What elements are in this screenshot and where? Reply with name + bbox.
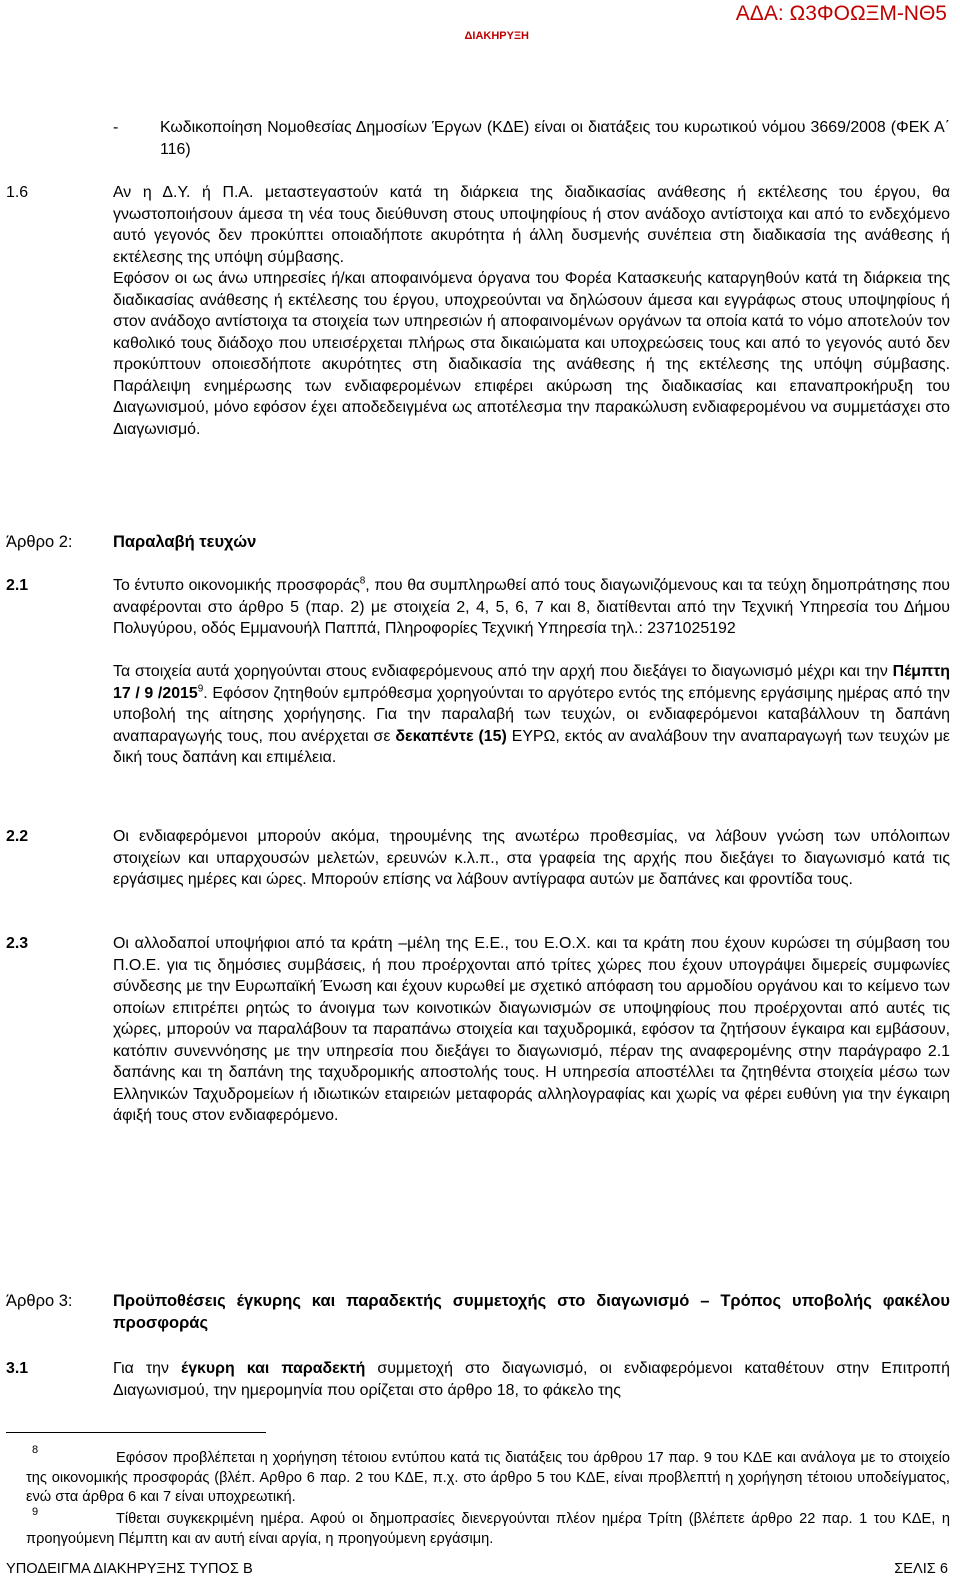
document-type-label: ΔΙΑΚΗΡΥΞΗ: [464, 30, 529, 42]
footnote-9-mark: 9: [32, 1506, 39, 1518]
footnote-ref-9: 9: [197, 683, 204, 695]
footer-left: ΥΠΟΔΕΙΓΜΑ ΔΙΑΚΗΡΥΞΗΣ ΤΥΠΟΣ Β: [6, 1561, 253, 1577]
section-2-1-paragraph-2: [113, 661, 950, 769]
bullet-text: Κωδικοποίηση Νομοθεσίας Δημοσίων Έργων (ΚΔΕ) είναι οι διατάξεις του κυρωτικού νόμου 3669/2008 (ΦΕΚ Α΄ 116): [160, 119, 950, 158]
section-2-1-text-d: . Εφόσον ζητηθούν εμπρόθεσμα χορηγούνται το αργότερο εντός της επόμενης εργάσιμης ημέρας από την υποβολή της αίτησης χορήγησης. Για την παραλαβή των τευχών, οι ενδιαφερόμενοι καταβάλλουν τη δαπάνη αναπαραγωγής τους, που ανέρχεται σε: [113, 684, 950, 745]
section-number-2-2: 2.2: [6, 828, 29, 845]
section-number-2-1: 2.1: [6, 577, 29, 594]
section-2-1-text-a: Το έντυπο οικονομικής προσφοράς: [113, 577, 360, 594]
footnote-8-text: Εφόσον προβλέπεται η χορήγηση τέτοιου εντύπου κατά τις διατάξεις του άρθρου 17 παρ. 9 του ΚΔΕ και ανάλογα με το στοιχείο της οικονομικής προσφοράς (βλέπ. Αρθρο 6 παρ. 2 του ΚΔΕ, π.χ. στο άρθρο 5 του ΚΔΕ, είναι προβλεπτή η χορήγηση τέτοιου υποδείγματος, ενώ στα άρθρα 6 και 7 είναι υποχρεωτική.: [26, 1450, 950, 1505]
section-2-3-paragraph: Οι αλλοδαποί υποψήφιοι από τα κράτη –μέλη της Ε.Ε., του Ε.Ο.Χ. και τα κράτη που έχουν κυρώσει τη σύμβαση του Π.Ο.Ε. για τις δημόσιες συμβάσεις, ή που προέρχονται από τρίτες χώρες που έχουν υπογράψει διμερείς συμφωνίες σύνδεσης με την Ευρωπαϊκή Ένωση και έχουν κυρωθεί με σχετικό απόφαση του αρμοδίου οργάνου και το κείμενο των οποίων επιτρέπει ρητώς το άνοιγμα των κοινοτικών διαγωνισμών σε υποψηφίους που προέρχονται από αυτές τις χώρες, μπορούν να παραλάβουν τα παραπάνω στοιχεία και ταχυδρομικά, εφόσον τα ζητήσουν έγκαιρα και εμβάσουν, κατόπιν συνεννόησης με την υπηρεσία που διεξάγει το διαγωνισμό, πέραν της αναφερομένης στην παράγραφο 2.1 δαπάνης και τη δαπάνη της ταχυδρομικής αποστολής τους. Η υπηρεσία αποστέλλει τα ζητηθέντα στοιχεία μέσω των Ελληνικών Ταχυδρομείων ή ιδιωτικών εταιρειών μεταφοράς αλληλογραφίας και χωρίς να φέρει ευθύνη για την έγκαιρη άφιξή τους στον ενδιαφερόμενο.: [113, 935, 950, 1124]
section-2-1-text-b: , που θα συμπληρωθεί από τους διαγωνιζόμενους και τα τεύχη δημοπράτησης που αναφέρονται στο άρθρο 5 (παρ. 2) με στοιχεία 2, 4, 5, 6, 7 και 8, διατίθενται από την Τεχνική Υπηρεσία του Δήμου Πολυγύρου, οδός Εμμανουήλ Παππά, Πληροφορίες Τεχνική Υπηρεσία τηλ.: 2371025192: [113, 577, 950, 637]
section-3-1-text-a: Για την: [113, 1360, 169, 1377]
section-3-1-bold: έγκυρη και παραδεκτή: [181, 1360, 366, 1377]
footnote-separator: [6, 1432, 266, 1433]
section-number-1-6: 1.6: [6, 184, 29, 201]
footnote-ref-8: 8: [359, 575, 366, 587]
article-3-title: Προϋποθέσεις έγκυρης και παραδεκτής συμμετοχής στο διαγωνισμό – Τρόπος υποβολής φακέλου προσφοράς: [113, 1292, 950, 1332]
fee-amount: δεκαπέντε (15): [395, 727, 507, 745]
bullet-dash: -: [113, 119, 119, 136]
footnote-8-mark: 8: [32, 1444, 39, 1456]
section-3-1-text-b: συμμετοχή στο διαγωνισμό, οι ενδιαφερόμενοι καταθέτουν στην Επιτροπή Διαγωνισμού, την ημερομηνία που ορίζεται στο άρθρο 18, το φάκελο της: [113, 1360, 950, 1399]
section-2-1-text-c: Τα στοιχεία αυτά χορηγούνται στους ενδιαφερόμενους από την αρχή που διεξάγει το διαγωνισμό μέχρι και την: [113, 663, 888, 680]
section-2-1-text-e: ΕΥΡΩ, εκτός αν αναλάβουν την αναπαραγωγή των τευχών με δική τους δαπάνη και επιμέλεια.: [113, 727, 951, 766]
footnote-9-text: Τίθεται συγκεκριμένη ημέρα. Αφού οι δημοπρασίες διενεργούνται πλέον ημέρα Τρίτη (βλέπετε άρθρο 22 παρ. 1 του ΚΔΕ, η προηγούμενη Πέμπτη και αν αυτή είναι αργία, η προηγούμενη εργάσιμη.: [26, 1511, 950, 1547]
submission-date: Πέμπτη 17 / 9 /2015: [113, 663, 950, 702]
ada-code: ΑΔΑ: Ω3ΦΟΩΞΜ-ΝΘ5: [735, 2, 947, 25]
section-3-1-paragraph: [113, 1358, 950, 1401]
section-number-3-1: 3.1: [6, 1360, 29, 1377]
section-1-6-paragraph-2: Εφόσον οι ως άνω υπηρεσίες ή/και αποφαινόμενα όργανα του Φορέα Κατασκευής καταργηθούν κατά τη διάρκεια της διαδικασίας ανάθεσης ή εκτέλεσης του έργου, υποχρεούνται να δηλώσουν άμεσα και εγγράφως στους υποψηφίους ή στον ανάδοχο αντίστοιχα τα στοιχεία των υπηρεσιών ή αποφαινομένων οργάνων τα οποία κατά το νόμο αποτελούν τον καθολικό τους διάδοχο που υπεισέρχεται πλήρως στα δικαιώματα και υποχρεώσεις τους και από το γεγονός αυτό δεν προκύπτουν οποιεσδήποτε ακυρότητες στη διαδικασία της ανάθεσης ή της εκτέλεσης της υπόψη σύμβασης. Παράλειψη ενημέρωσης των ενδιαφερομένων επιφέρει ακύρωση της διαδικασίας και επαναπροκήρυξη του Διαγωνισμού, μόνο εφόσον έχει αποδεδειγμένα ως αποτέλεσμα την παρακώλυση ενδιαφερομένου να συμμετάσχει στο Διαγωνισμό.: [113, 270, 950, 438]
article-3-label: Άρθρο 3:: [6, 1292, 73, 1310]
article-2-title: Παραλαβή τευχών: [113, 533, 257, 551]
section-1-6-paragraph-1: Αν η Δ.Υ. ή Π.Α. μεταστεγαστούν κατά τη διάρκεια της διαδικασίας ανάθεσης ή εκτέλεσης του έργου, θα γνωστοποιήσουν άμεσα τη νέα τους διεύθυνση στους υποψηφίους ή στον ανάδοχο αντίστοιχα και από το ενδεχόμενο αυτό γεγονός δεν προκύπτει οποιαδήποτε ακυρότητα ή άλλη δυσμενής συνέπεια στη διαδικασία της ανάθεσης ή εκτέλεσης της υπόψη σύμβασης.: [113, 184, 950, 266]
section-2-2-paragraph: Οι ενδιαφερόμενοι μπορούν ακόμα, τηρουμένης της ανωτέρω προθεσμίας, να λάβουν γνώση των υπόλοιπων στοιχείων και υπαρχουσών μελετών, ερευνών κ.λ.π., στα γραφεία της αρχής που διεξάγει το διαγωνισμό κατά τις εργάσιμες ημέρες και ώρες. Μπορούν επίσης να λάβουν αντίγραφα αυτών με δαπάνες και φροντίδα τους.: [113, 828, 950, 888]
section-2-1-paragraph-1: [113, 575, 950, 640]
article-2-label: Άρθρο 2:: [6, 533, 73, 551]
section-number-2-3: 2.3: [6, 935, 29, 952]
footer-page-number: ΣΕΛΙΣ 6: [894, 1561, 948, 1577]
